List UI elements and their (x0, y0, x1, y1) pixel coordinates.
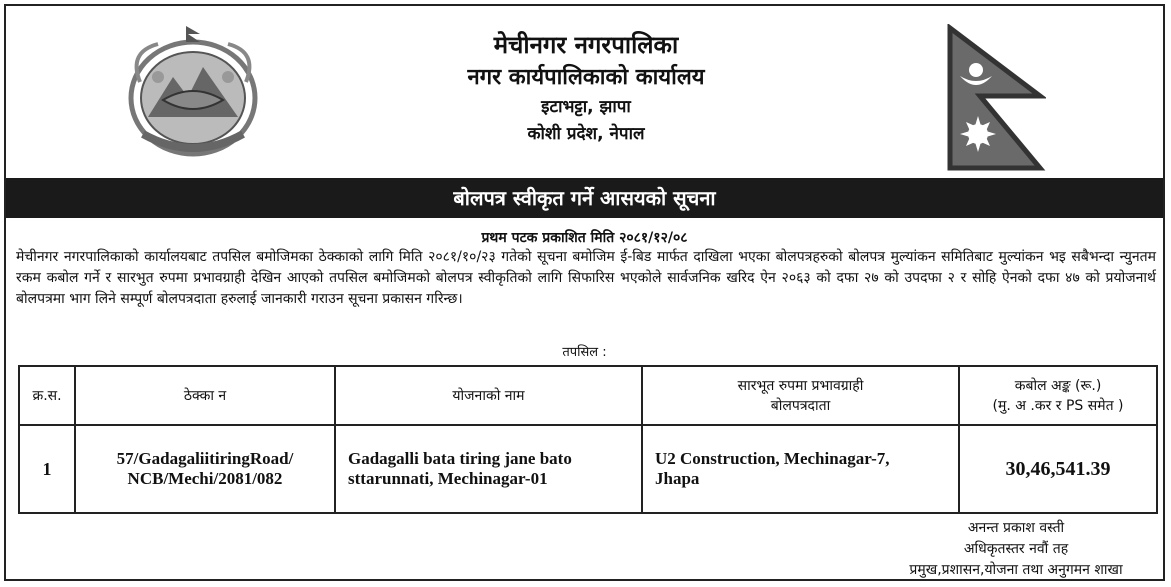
header-contract-no: ठेक्का न (75, 366, 335, 425)
contract-no-line2: NCB/Mechi/2081/082 (127, 469, 283, 488)
header-bidder-line1: सारभूत रुपमा प्रभावग्राही (737, 377, 864, 394)
award-table (18, 365, 1158, 514)
header-project-name: योजनाको नाम (335, 366, 642, 425)
signatory-name: अनन्त प्रकाश वस्ती (967, 520, 1065, 536)
signatory-designation: अधिकृतस्तर नवौं तह (963, 541, 1069, 557)
row-bidder (642, 425, 959, 513)
letterhead (6, 6, 1163, 176)
row-sn: 1 (19, 425, 75, 513)
notice-frame (4, 4, 1165, 581)
notice-title-banner: बोलपत्र स्वीकृत गर्ने आसयको सूचना (6, 178, 1163, 218)
header-amount-line1: कबोल अङ्क (रू.) (1014, 377, 1102, 394)
tapsil-label: तपसिल : (562, 345, 607, 360)
nepal-flag-icon (946, 24, 1046, 172)
row-bid-amount: 30,46,541.39 (959, 425, 1157, 513)
table-row (19, 425, 1157, 513)
row-contract-no (75, 425, 335, 513)
header-sn: क्र.स. (19, 366, 75, 425)
contract-no-line1: 57/GadagaliitiringRoad/ (116, 449, 294, 468)
header-bidder-line2: बोलपत्रदाता (770, 397, 831, 414)
row-project-name (335, 425, 642, 513)
table-header-row (19, 366, 1157, 425)
bidder-line2: Jhapa (655, 469, 700, 488)
nepal-emblem-icon (118, 22, 268, 162)
project-name-line1: Gadagalli bata tiring jane bato (348, 449, 572, 468)
publication-date: प्रथम पटक प्रकाशित मिति २०८१/१२/०८ (481, 230, 688, 246)
signature-block (866, 518, 1166, 581)
office-name: नगर कार्यपालिकाको कार्यालय (467, 65, 705, 90)
header-bidder (642, 366, 959, 425)
notice-body-text: मेचीनगर नगरपालिकाको कार्यालयबाट तपसिल बमोजिमका ठेक्काको लागि मिति २०८१/१०/२३ गतेको सूचना बमोजिम ई-बिड मार्फत दाखिला भएका बोलपत्रहरुको बोलपत्र मुल्यांकन समितिबाट मुल्यांकन भइ सबैभन्दा न्युनतम रकम कबोल गर्ने र सारभुत रुपमा प्रभावग्राही देखिन आएको तपसिल बमोजिमको बोलपत्र स्वीकृतिको लागि सिफारिस भएकोले सार्वजनिक खरिद ऐन २०६३ को दफा २७ को उपदफा २ र सोहि ऐनको दफा ४७ को प्रयोजनार्थ बोलपत्रमा भाग लिने सम्पूर्ण बोलपत्रदाता हरुलाई जानकारी गराउन सूचना प्रकासन गरिन्छ। (16, 249, 1156, 307)
office-title-block (306, 28, 866, 148)
province-country: कोशी प्रदेश, नेपाल (527, 124, 645, 144)
office-address: इटाभट्टा, झापा (541, 97, 631, 117)
project-name-line2: sttarunnati, Mechinagar-01 (348, 469, 548, 488)
municipality-name: मेचीनगर नगरपालिका (493, 31, 679, 59)
header-amount-line2: (मु. अ .कर र PS समेत ) (992, 397, 1124, 414)
signatory-office: प्रमुख,प्रशासन,योजना तथा अनुगमन शाखा (909, 562, 1123, 578)
bidder-line1: U2 Construction, Mechinagar-7, (655, 449, 890, 468)
header-amount (959, 366, 1157, 425)
